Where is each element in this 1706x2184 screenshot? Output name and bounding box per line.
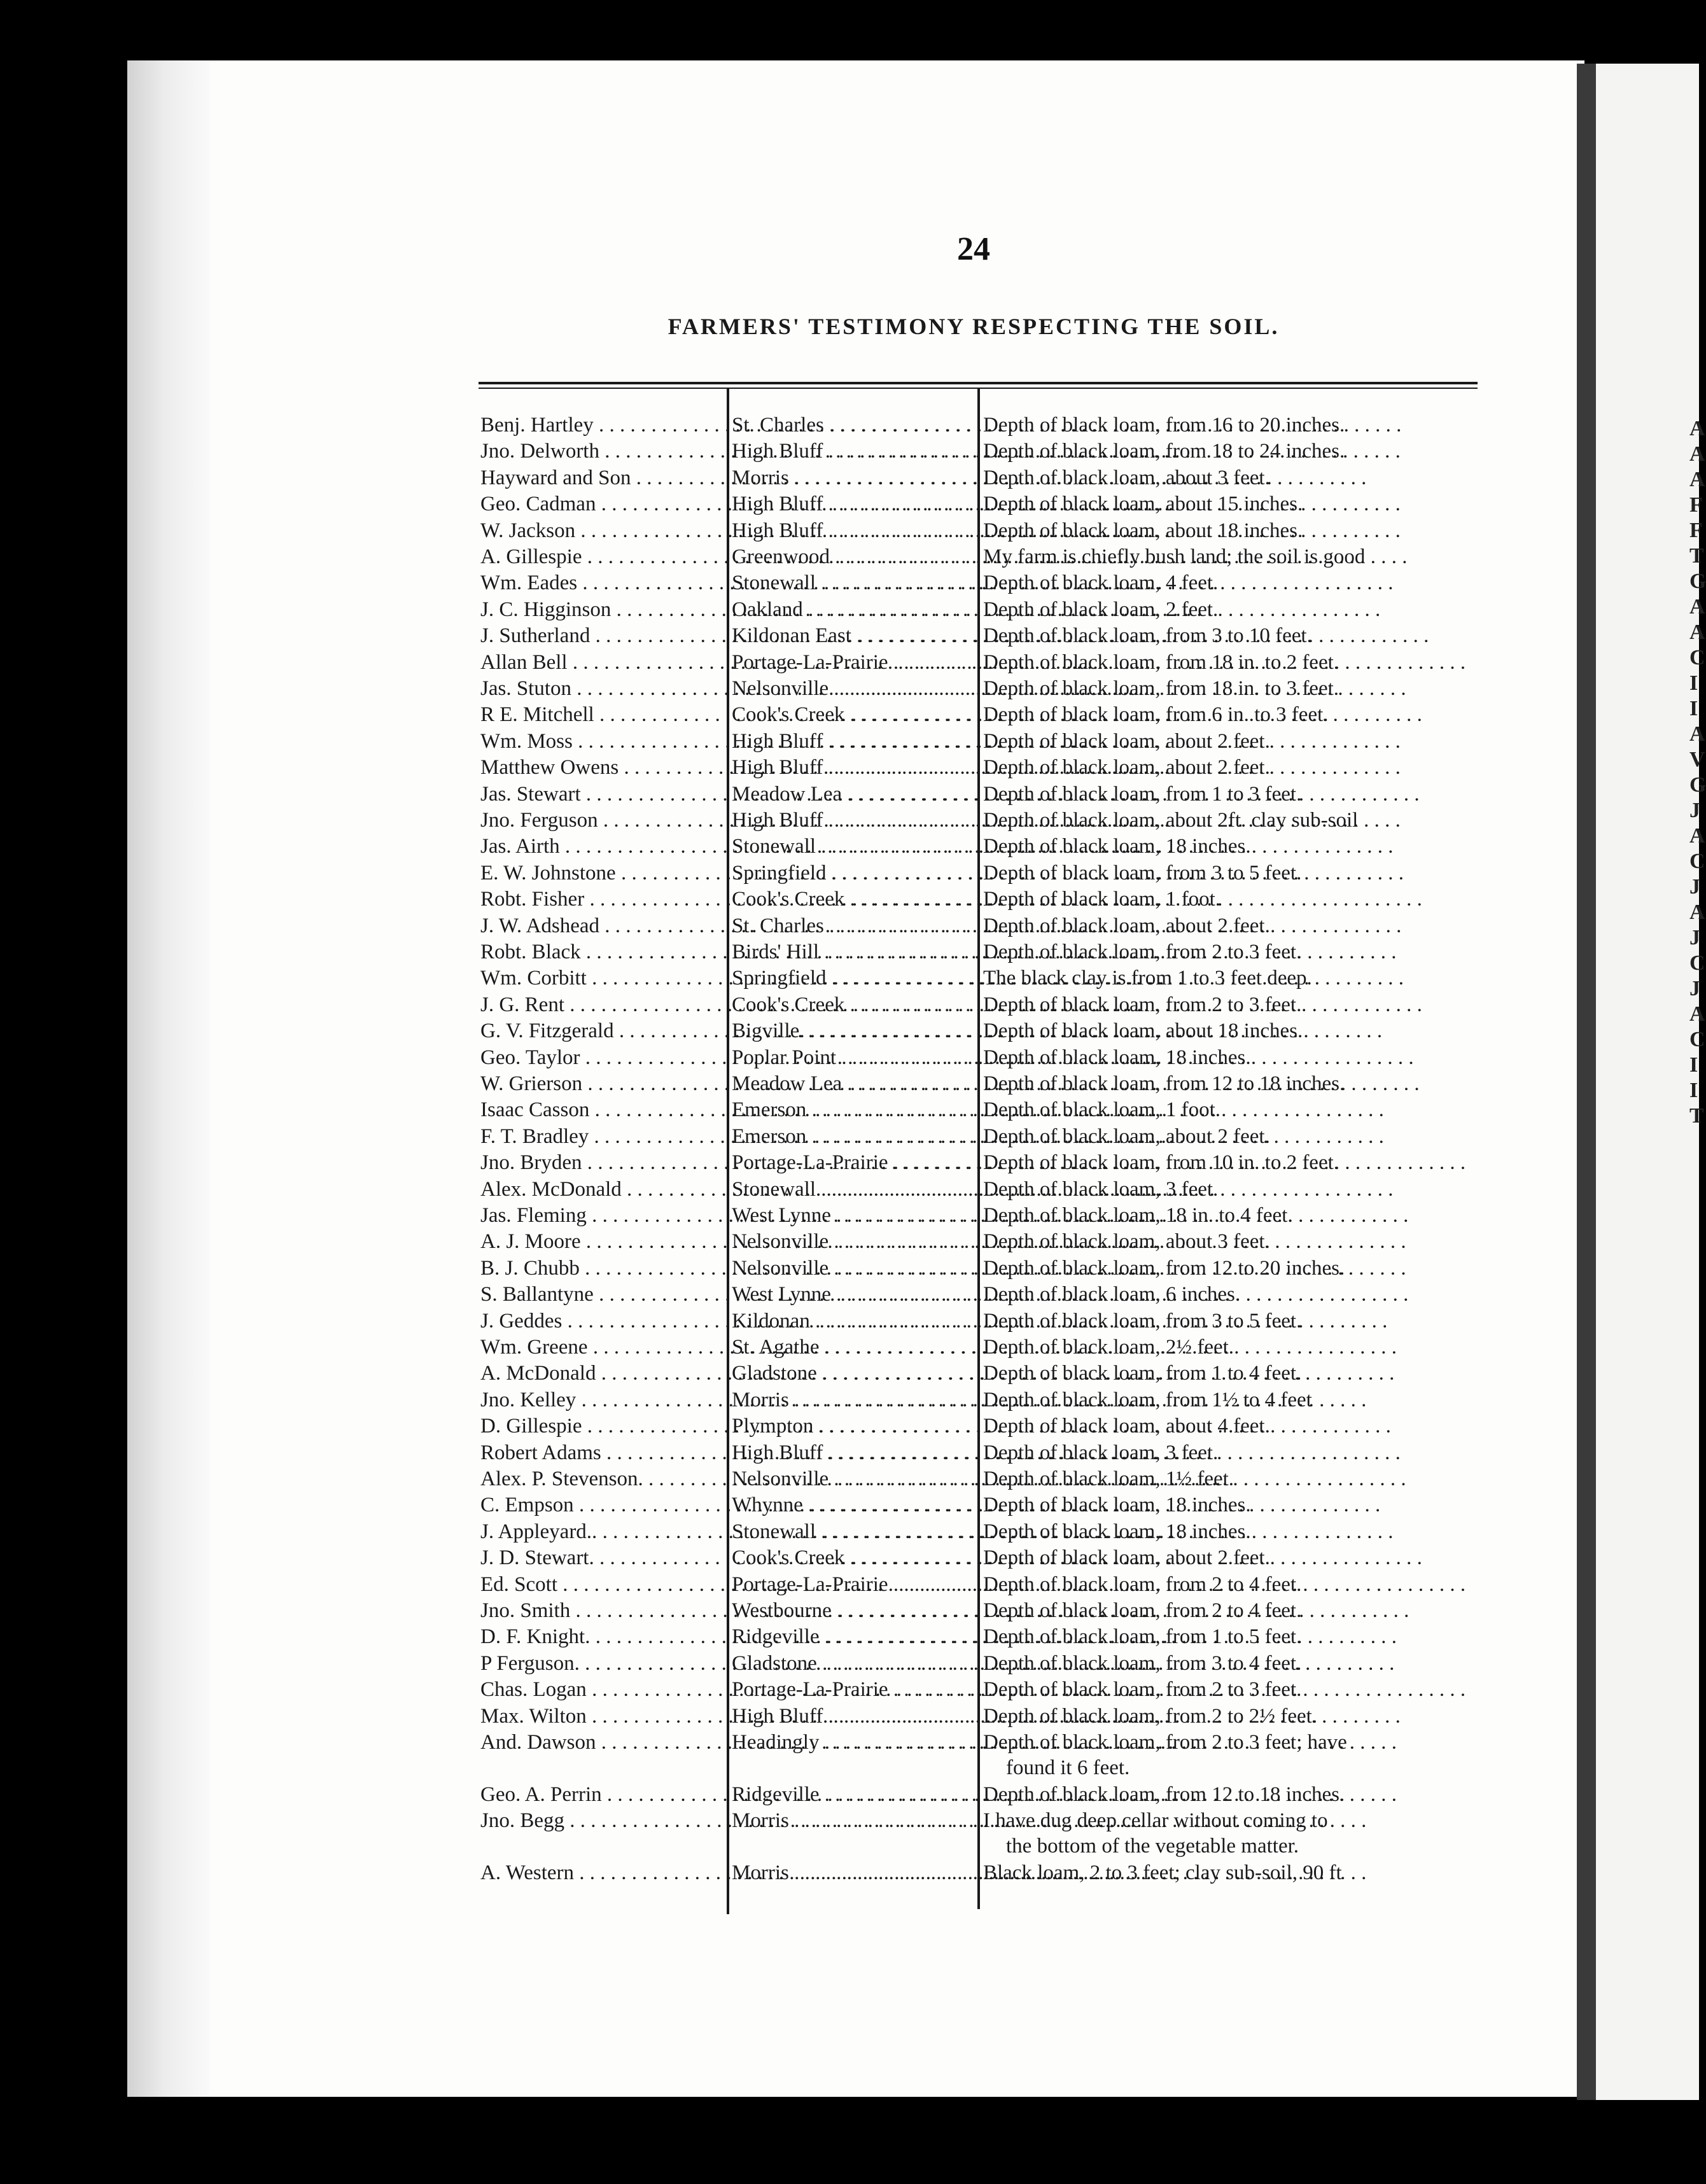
soil-testimony-continued: found it 6 feet. bbox=[1006, 1756, 1130, 1779]
farm-location: Meadow Lea . . . bbox=[732, 1071, 977, 1096]
farm-location: Stonewall . . . bbox=[732, 834, 977, 859]
farm-location: High Bluff . . . bbox=[732, 438, 977, 464]
soil-testimony: Depth of black loam, 3 feet. bbox=[983, 1441, 1219, 1464]
soil-testimony: Depth of black loam, 18 inches. bbox=[983, 1046, 1251, 1069]
farm-location: Greenwood . . . bbox=[732, 544, 977, 570]
farm-location: Ridgeville . . . bbox=[732, 1624, 977, 1649]
farmer-name: Geo. Taylor . . . bbox=[480, 1045, 725, 1070]
farm-location: Cook's Creek . . . bbox=[732, 702, 977, 727]
table-row bbox=[480, 860, 1502, 886]
farm-location: Nelsonville . . . bbox=[732, 1256, 977, 1281]
farmer-name: Wm. Greene . . . bbox=[480, 1334, 725, 1360]
soil-testimony: Depth of black loam, from 2 to 4 feet. bbox=[983, 1599, 1302, 1622]
soil-testimony: Depth of black loam, from 1 to 5 feet. bbox=[983, 1625, 1302, 1649]
soil-testimony: Depth of black loam, from 6 in. to 3 feet. bbox=[983, 703, 1329, 727]
table-row bbox=[480, 834, 1502, 859]
soil-testimony: Depth of black loam, from 2 to 3 feet. bbox=[983, 941, 1302, 963]
table-row bbox=[480, 518, 1502, 543]
farm-location: Morris . . . bbox=[732, 1808, 977, 1833]
farm-location: Meadow Lea . . . bbox=[732, 781, 977, 807]
soil-testimony: Depth of black loam, from 3 to 5 feet. bbox=[983, 1309, 1302, 1333]
table-row bbox=[480, 1651, 1502, 1676]
facing-page-letter: A bbox=[1689, 417, 1705, 440]
table-row bbox=[480, 1624, 1502, 1649]
farmer-name: And. Dawson . . . bbox=[480, 1730, 725, 1755]
table-row bbox=[480, 650, 1502, 675]
table-top-rule bbox=[479, 382, 1478, 384]
farmer-name: Jno. Kelley . . . bbox=[480, 1387, 725, 1413]
farm-location: Stonewall . . . bbox=[732, 1519, 977, 1544]
table-row bbox=[480, 1018, 1502, 1044]
farmer-name: Max. Wilton . . . bbox=[480, 1704, 725, 1729]
farm-location: Portage-La-Prairie . . . bbox=[732, 650, 977, 675]
facing-page-letter: J bbox=[1689, 977, 1700, 1000]
soil-testimony: Depth of black loam, from 12 to 18 inches. bbox=[983, 1783, 1345, 1806]
soil-testimony: Depth of black loam, about 2 feet. bbox=[983, 1124, 1270, 1148]
facing-page-letter: I bbox=[1689, 697, 1698, 720]
table-row bbox=[480, 1097, 1502, 1123]
farm-location: Morris . . . bbox=[732, 1387, 977, 1413]
table-row bbox=[480, 1808, 1502, 1858]
facing-page-letter: A bbox=[1689, 824, 1705, 848]
soil-testimony: Depth of black loam, from 3 to 5 feet. bbox=[983, 861, 1302, 885]
facing-page-letter: A bbox=[1689, 442, 1705, 466]
facing-page-letter: I bbox=[1689, 671, 1698, 695]
farmer-name: Wm. Corbitt . . . bbox=[480, 965, 725, 991]
farmer-name: Jno. Begg . . . bbox=[480, 1808, 725, 1833]
farm-location: High Bluff . . . bbox=[732, 729, 977, 754]
soil-testimony: The black clay is from 1 to 3 feet deep. bbox=[983, 967, 1312, 990]
farmer-name: Alex. P. Stevenson. . . . bbox=[480, 1466, 725, 1492]
soil-testimony: Depth of black loam, about 18 inches. bbox=[983, 1019, 1303, 1043]
table-row bbox=[480, 1045, 1502, 1070]
soil-testimony: Depth of black loam, 2 feet. bbox=[983, 598, 1219, 621]
table-row bbox=[480, 412, 1502, 438]
table-row bbox=[480, 1545, 1502, 1571]
soil-testimony: Depth of black loam, about 4 feet. bbox=[983, 1415, 1270, 1438]
table-row bbox=[480, 1256, 1502, 1281]
table-row bbox=[480, 886, 1502, 912]
soil-testimony: Depth of black loam, from 2 to 3 feet. bbox=[983, 1678, 1302, 1702]
farmer-name: Geo. A. Perrin . . . bbox=[480, 1782, 725, 1807]
farmer-name: W. Grierson . . . bbox=[480, 1071, 725, 1096]
table-row bbox=[480, 1730, 1502, 1779]
table-row bbox=[480, 992, 1502, 1018]
farmer-name: W. Jackson . . . bbox=[480, 518, 725, 543]
soil-testimony: Depth of black loam, 4 feet. bbox=[983, 571, 1219, 595]
soil-testimony: Depth of black loam, from 2 to 3 feet. bbox=[983, 993, 1302, 1016]
page-title: FARMERS' TESTIMONY RESPECTING THE SOIL. bbox=[668, 314, 1280, 339]
farm-location: Oakland . . . bbox=[732, 597, 977, 622]
table-row bbox=[480, 1282, 1502, 1307]
farm-location: Emerson . . . bbox=[732, 1124, 977, 1149]
table-row bbox=[480, 1413, 1502, 1439]
farmer-name: B. J. Chubb . . . bbox=[480, 1256, 725, 1281]
soil-testimony: Depth of black loam, from 1 to 4 feet. bbox=[983, 1362, 1302, 1385]
farmer-name: G. V. Fitzgerald . . . bbox=[480, 1018, 725, 1044]
soil-testimony: Depth of black loam, from 10 in. to 2 feet. bbox=[983, 1151, 1339, 1175]
farm-location: St. Charles . . . bbox=[732, 913, 977, 939]
farmer-name: Jno. Delworth . . . bbox=[480, 438, 725, 464]
soil-testimony: Depth of black loam, about 18 inches. bbox=[983, 519, 1303, 542]
farmer-name: J. C. Higginson . . . bbox=[480, 597, 725, 622]
soil-testimony: Depth of black loam, about 2 feet. bbox=[983, 1546, 1270, 1570]
table-row bbox=[480, 1124, 1502, 1149]
farmer-name: Robt. Fisher . . . bbox=[480, 886, 725, 912]
table-row bbox=[480, 1519, 1502, 1544]
farm-location: Gladstone . . . bbox=[732, 1651, 977, 1676]
table-row bbox=[480, 1229, 1502, 1254]
farm-location: Stonewall . . . bbox=[732, 1177, 977, 1202]
farm-location: Whynne . . . bbox=[732, 1492, 977, 1518]
farm-location: Cook's Creek . . . bbox=[732, 886, 977, 912]
facing-page-letter: J bbox=[1689, 926, 1700, 949]
soil-testimony: Depth of black loam, from 2 to 4 feet. bbox=[983, 1572, 1302, 1596]
soil-testimony: Depth of black loam, about 3 feet. bbox=[983, 466, 1270, 489]
farm-location: High Bluff . . . bbox=[732, 808, 977, 833]
farmer-name: Robt. Black . . . bbox=[480, 939, 725, 965]
farmer-name: J. Sutherland . . . bbox=[480, 623, 725, 648]
soil-testimony: Depth of black loam, from 2 to 3 feet; have bbox=[983, 1731, 1347, 1754]
farm-location: St. Agathe . . . bbox=[732, 1334, 977, 1360]
farmer-name: P Ferguson. . . . bbox=[480, 1651, 725, 1676]
farmer-name: Jno. Ferguson . . . bbox=[480, 808, 725, 833]
table-row bbox=[480, 729, 1502, 754]
soil-testimony: Depth of black loam, 2½ feet. bbox=[983, 1336, 1234, 1359]
farmer-name: Jas. Stuton . . . bbox=[480, 676, 725, 701]
table-row bbox=[480, 1466, 1502, 1492]
facing-page-letter: A bbox=[1689, 595, 1705, 619]
soil-testimony: Depth of black loam, 6 inches. bbox=[983, 1283, 1241, 1306]
farm-location: Morris . . . bbox=[732, 1860, 977, 1886]
table-row bbox=[480, 1598, 1502, 1623]
soil-testimony: Depth of black loam, from 3 to 4 feet. bbox=[983, 1651, 1302, 1675]
binding-edge bbox=[1577, 64, 1596, 2100]
table-row bbox=[480, 465, 1502, 491]
farmer-name: J. W. Adshead . . . bbox=[480, 913, 725, 939]
farmer-name: Wm. Eades . . . bbox=[480, 570, 725, 596]
farm-location: Kildonan East . . . bbox=[732, 623, 977, 648]
farm-location: Portage-La-Prairie . . . bbox=[732, 1677, 977, 1702]
farm-location: Cook's Creek . . . bbox=[732, 1545, 977, 1571]
farm-location: Bigville. . . . bbox=[732, 1018, 977, 1044]
farmer-name: D. Gillespie . . . bbox=[480, 1413, 725, 1439]
soil-testimony: Depth of black loam, about 2 feet. bbox=[983, 729, 1270, 753]
soil-testimony: Depth of black loam, from 2 to 2½ feet. bbox=[983, 1704, 1318, 1728]
facing-page-letter: T bbox=[1689, 544, 1704, 568]
farm-location: High Bluff . . . bbox=[732, 491, 977, 517]
farm-location: High Bluff . . . bbox=[732, 755, 977, 780]
table-row bbox=[480, 702, 1502, 727]
facing-page-letter: F bbox=[1689, 519, 1703, 542]
farm-location: West Lynne . . . bbox=[732, 1203, 977, 1228]
soil-testimony: Depth of black loam, from 18 in. to 2 feet. bbox=[983, 650, 1339, 674]
table-row bbox=[480, 1860, 1502, 1886]
farmer-name: J. D. Stewart. . . . bbox=[480, 1545, 725, 1571]
farmer-name: Jas. Stewart . . . bbox=[480, 781, 725, 807]
soil-testimony: Depth of black loam, about 2 feet. bbox=[983, 914, 1270, 937]
farmer-name: Robert Adams . . . bbox=[480, 1440, 725, 1466]
facing-page-letter: A bbox=[1689, 620, 1705, 644]
farm-location: High Bluff . . . bbox=[732, 1704, 977, 1729]
farmer-name: Hayward and Son . . . bbox=[480, 465, 725, 491]
table-row bbox=[480, 623, 1502, 648]
facing-page-letter: A bbox=[1689, 1002, 1705, 1026]
soil-testimony: Depth of black loam, from 18 in. to 3 feet. bbox=[983, 677, 1339, 700]
farm-location: Nelsonville . . . bbox=[732, 1229, 977, 1254]
table-row bbox=[480, 1150, 1502, 1175]
table-row bbox=[480, 965, 1502, 991]
farmer-name: D. F. Knight. . . . bbox=[480, 1624, 725, 1649]
facing-page-letter: T bbox=[1689, 1104, 1704, 1128]
soil-testimony: Depth of black loam, 18 inches. bbox=[983, 835, 1251, 858]
farm-location: Emerson . . . bbox=[732, 1097, 977, 1123]
soil-testimony: Depth of black loam, about 2 feet. bbox=[983, 756, 1270, 780]
farm-location: Kildonan . . . bbox=[732, 1308, 977, 1334]
facing-page-edge bbox=[1596, 64, 1699, 2100]
farm-location: Nelsonville . . . bbox=[732, 676, 977, 701]
soil-testimony: Depth of black loam, about 3 feet. bbox=[983, 1230, 1270, 1254]
table-row bbox=[480, 781, 1502, 807]
farmer-name: Jno. Bryden . . . bbox=[480, 1150, 725, 1175]
farm-location: Portage-La-Prairie . . . bbox=[732, 1572, 977, 1597]
facing-page-letter: V bbox=[1689, 748, 1705, 771]
table-row bbox=[480, 1308, 1502, 1334]
farm-location: High Bluff . . . bbox=[732, 1440, 977, 1466]
table-row bbox=[480, 491, 1502, 517]
farm-location: Stonewall . . . bbox=[732, 570, 977, 596]
farm-location: High Bluff . . . bbox=[732, 518, 977, 543]
farmer-name: J. Appleyard.. . . . bbox=[480, 1519, 725, 1544]
farm-location: Gladstone . . . bbox=[732, 1361, 977, 1386]
facing-page-letter: I bbox=[1689, 1079, 1698, 1102]
farmer-name: Chas. Logan . . . bbox=[480, 1677, 725, 1702]
soil-testimony: Black loam, 2 to 3 feet; clay sub-soil, 90 ft bbox=[983, 1861, 1342, 1885]
page-number: 24 bbox=[957, 231, 990, 267]
table-row bbox=[480, 544, 1502, 570]
table-row bbox=[480, 939, 1502, 965]
facing-page-letter: A bbox=[1689, 900, 1705, 924]
soil-testimony: Depth of black loam, from 18 to 24 inches. bbox=[983, 440, 1345, 463]
table-row bbox=[480, 1387, 1502, 1413]
farm-location: Westbourne . . . bbox=[732, 1598, 977, 1623]
soil-testimony: Depth of black loam, 3 feet. bbox=[983, 1177, 1219, 1201]
farm-location: Poplar Point . . . bbox=[732, 1045, 977, 1070]
farm-location: Morris . . . bbox=[732, 465, 977, 491]
farmer-name: F. T. Bradley . . . bbox=[480, 1124, 725, 1149]
table-row bbox=[480, 676, 1502, 701]
table-row bbox=[480, 1572, 1502, 1597]
soil-testimony: Depth of black loam, 1 foot. bbox=[983, 888, 1220, 911]
page-gutter-shade bbox=[127, 60, 210, 2097]
farmer-name: Isaac Casson . . . bbox=[480, 1097, 725, 1123]
facing-page-letter: C bbox=[1689, 646, 1705, 669]
farmer-name: A. McDonald . . . bbox=[480, 1361, 725, 1386]
farm-location: West Lynne . . . bbox=[732, 1282, 977, 1307]
soil-testimony: Depth of black loam, from 12 to 20 inches. bbox=[983, 1256, 1345, 1280]
facing-page-letter: C bbox=[1689, 951, 1705, 975]
facing-page-letter: J bbox=[1689, 875, 1700, 899]
facing-page-letter: I bbox=[1689, 1053, 1698, 1077]
farmer-name: J. G. Rent . . . bbox=[480, 992, 725, 1018]
farmer-name: J. Geddes . . . bbox=[480, 1308, 725, 1334]
soil-testimony: Depth of black loam, from 12 to 18 inches. bbox=[983, 1072, 1345, 1095]
farmer-name: Jas. Fleming . . . bbox=[480, 1203, 725, 1228]
soil-testimony: Depth of black loam, from 16 to 20 inches. bbox=[983, 414, 1345, 437]
table-row bbox=[480, 1177, 1502, 1202]
table-row bbox=[480, 1492, 1502, 1518]
table-row bbox=[480, 1677, 1502, 1702]
table-row bbox=[480, 1704, 1502, 1729]
farmer-name: Wm. Moss . . . bbox=[480, 729, 725, 754]
farmer-name: C. Empson . . . bbox=[480, 1492, 725, 1518]
farm-location: Ridgeville . . . bbox=[732, 1782, 977, 1807]
farmer-name: A. Gillespie . . . bbox=[480, 544, 725, 570]
facing-page-letter: C bbox=[1689, 850, 1705, 873]
farm-location: Portage-La-Prairie . . . bbox=[732, 1150, 977, 1175]
farmer-name: A. Western . . . bbox=[480, 1860, 725, 1886]
farmer-name: R E. Mitchell . . . bbox=[480, 702, 725, 727]
soil-testimony: Depth of black loam, from 1 to 3 feet. bbox=[983, 782, 1302, 806]
table-row bbox=[480, 1334, 1502, 1360]
soil-testimony: Depth of black loam, 1 foot. bbox=[983, 1098, 1220, 1122]
soil-testimony: Depth of black loam, from 1½ to 4 feet bbox=[983, 1388, 1312, 1411]
table-row bbox=[480, 597, 1502, 622]
farm-location: Cook's Creek . . . bbox=[732, 992, 977, 1018]
farmer-name: E. W. Johnstone . . . bbox=[480, 860, 725, 886]
table-row bbox=[480, 1782, 1502, 1807]
farmer-name: Jno. Smith . . . bbox=[480, 1598, 725, 1623]
farm-location: Springfield . . . bbox=[732, 965, 977, 991]
soil-testimony: My farm is chiefly bush land; the soil is good bbox=[983, 545, 1366, 568]
soil-testimony: Depth of black loam, about 15 inches. bbox=[983, 493, 1303, 516]
soil-testimony: Depth of black loam, 18 inches. bbox=[983, 1520, 1251, 1543]
table-row bbox=[480, 913, 1502, 939]
farmer-name: Alex. McDonald . . . bbox=[480, 1177, 725, 1202]
farmer-name: Jas. Airth . . . bbox=[480, 834, 725, 859]
facing-page-letter: J bbox=[1689, 799, 1700, 822]
soil-testimony: Depth of black loam, 1½ feet. bbox=[983, 1467, 1234, 1490]
table-row bbox=[480, 1361, 1502, 1386]
soil-testimony-continued: the bottom of the vegetable matter. bbox=[1006, 1835, 1299, 1858]
farm-location: Plympton . . . bbox=[732, 1413, 977, 1439]
soil-testimony: Depth of black loam, 18 in. to 4 feet. bbox=[983, 1204, 1293, 1227]
farmer-name: Allan Bell . . . bbox=[480, 650, 725, 675]
soil-testimony: I have dug deep cellar without coming to bbox=[983, 1809, 1328, 1833]
farm-location: St. Charles . . . bbox=[732, 412, 977, 438]
table-row bbox=[480, 808, 1502, 833]
farm-location: Springfield . . . bbox=[732, 860, 977, 886]
facing-page-letter: G bbox=[1689, 773, 1706, 797]
facing-page-letter: A bbox=[1689, 468, 1705, 491]
farmer-name: Geo. Cadman . . . bbox=[480, 491, 725, 517]
table-row bbox=[480, 570, 1502, 596]
table-row bbox=[480, 1071, 1502, 1096]
soil-testimony: Depth of black loam, 18 inches. bbox=[983, 1494, 1251, 1517]
soil-testimony: Depth of black loam, about 2ft. clay sub-soil bbox=[983, 809, 1359, 832]
table-row bbox=[480, 1440, 1502, 1466]
facing-page-letter: A bbox=[1689, 722, 1705, 746]
table-row bbox=[480, 1203, 1502, 1228]
table-row bbox=[480, 438, 1502, 464]
soil-testimony: Depth of black loam, from 3 to 10 feet. bbox=[983, 624, 1312, 648]
table-row bbox=[480, 755, 1502, 780]
farm-location: Nelsonville . . . bbox=[732, 1466, 977, 1492]
farmer-name: A. J. Moore . . . bbox=[480, 1229, 725, 1254]
farm-location: Headingly . . . bbox=[732, 1730, 977, 1755]
facing-page-letter: C bbox=[1689, 1028, 1705, 1051]
farmer-name: Ed. Scott . . . bbox=[480, 1572, 725, 1597]
farmer-name: Matthew Owens . . . bbox=[480, 755, 725, 780]
farmer-name: S. Ballantyne . . . bbox=[480, 1282, 725, 1307]
farm-location: Birds' Hill . . . bbox=[732, 939, 977, 965]
farmer-name: Benj. Hartley . . . bbox=[480, 412, 725, 438]
facing-page-letter: F bbox=[1689, 493, 1703, 517]
facing-page-letter: G bbox=[1689, 570, 1706, 593]
